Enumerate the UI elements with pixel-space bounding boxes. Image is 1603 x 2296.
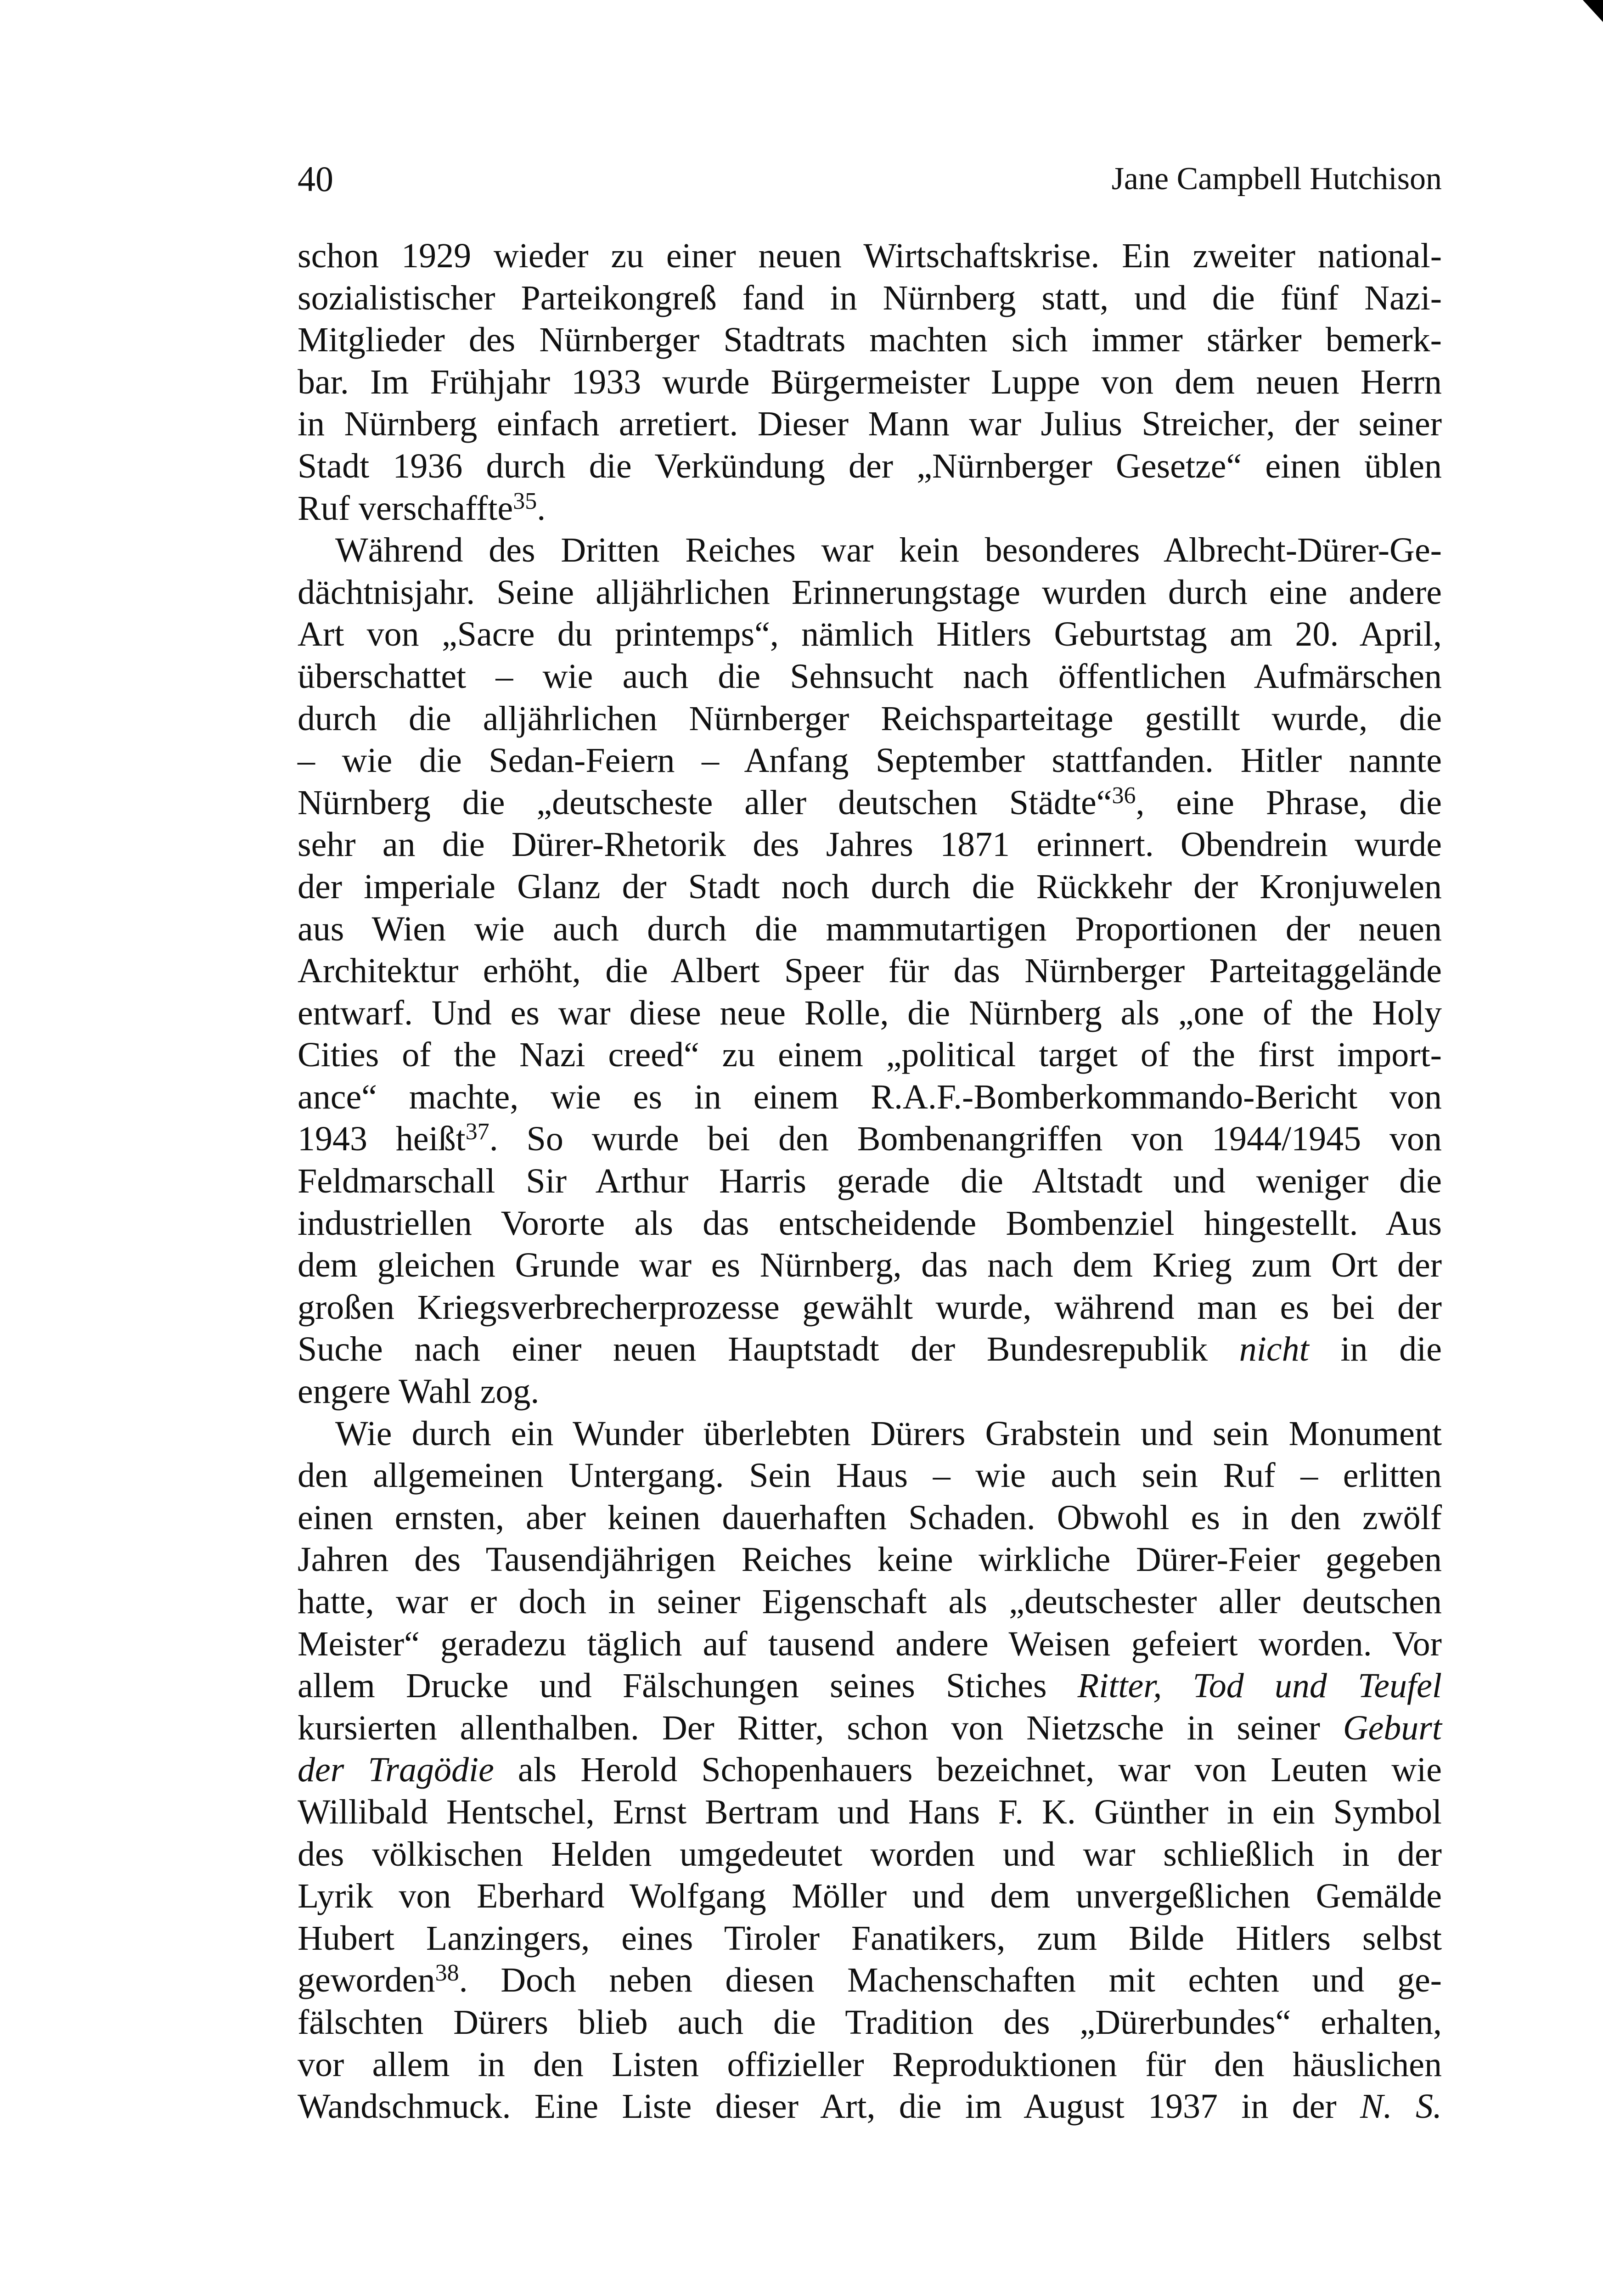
text-line: Lyrik von Eberhard Wolfgang Möller und dem unvergeßlichen Gemälde: [298, 1877, 1442, 1916]
text-line: Suche nach einer neuen Hauptstadt der Bundesrepublik nicht in die: [298, 1330, 1442, 1369]
text-line: Architektur erhöht, die Albert Speer für das Nürnberger Parteitaggelände: [298, 951, 1442, 990]
text-line: Wandschmuck. Eine Liste dieser Art, die im August 1937 in der N. S.: [298, 2087, 1442, 2126]
text-line: des völkischen Helden umgedeutet worden und war schließlich in der: [298, 1835, 1442, 1874]
text-line: fälschten Dürers blieb auch die Tradition des „Dürerbundes“ erhalten,: [298, 2003, 1442, 2042]
scan-edge-mark: [1583, 0, 1603, 22]
text-line: schon 1929 wieder zu einer neuen Wirtschaftskrise. Ein zweiter national-: [298, 236, 1442, 275]
italic-abbreviation: N. S.: [1360, 2087, 1442, 2126]
text-line: den allgemeinen Untergang. Sein Haus – wie auch sein Ruf – erlitten: [298, 1456, 1442, 1495]
text-line: kursierten allenthalben. Der Ritter, schon von Nietzsche in seiner Geburt: [298, 1708, 1442, 1747]
text-line: Cities of the Nazi creed“ zu einem „political target of the first import-: [298, 1035, 1442, 1075]
text-line: in Nürnberg einfach arretiert. Dieser Mann war Julius Streicher, der seiner: [298, 405, 1442, 444]
text-line: Während des Dritten Reiches war kein besonderes Albrecht-Dürer-Ge-: [335, 531, 1442, 570]
text-line: sozialistischer Parteikongreß fand in Nürnberg statt, und die fünf Nazi-: [298, 278, 1442, 317]
text-line: Mitglieder des Nürnberger Stadtrats machten sich immer stärker bemerk-: [298, 321, 1442, 360]
footnote-ref-38: 38: [435, 1960, 459, 1986]
text-line: 1943 heißt$^{37}$. So wurde bei den Bombenangriffen von 1944/1945 von: [298, 1119, 1442, 1159]
text-line: Willibald Hentschel, Ernst Bertram und Hans F. K. Günther in ein Symbol: [298, 1792, 1442, 1831]
italic-work-title: Geburt: [1343, 1708, 1442, 1747]
text-line: industriellen Vororte als das entscheidende Bombenziel hingestellt. Aus: [298, 1204, 1442, 1243]
text-line: einen ernsten, aber keinen dauerhaften Schaden. Obwohl es in den zwölf: [298, 1498, 1442, 1537]
text-line: bar. Im Frühjahr 1933 wurde Bürgermeister Luppe von dem neuen Herrn: [298, 362, 1442, 401]
page-header: [298, 152, 1442, 207]
text-line: Stadt 1936 durch die Verkündung der „Nürnberger Gesetze“ einen üblen: [298, 446, 1442, 485]
text-line: dächtnisjahr. Seine alljährlichen Erinnerungstage wurden durch eine andere: [298, 573, 1442, 612]
text-line: durch die alljährlichen Nürnberger Reichsparteitage gestillt wurde, die: [298, 699, 1442, 738]
text-line: engere Wahl zog.: [298, 1372, 540, 1411]
text-line: Nürnberg die „deutscheste aller deutschen Städte“$^{36}$, eine Phrase, die: [298, 782, 1442, 822]
footnote-ref-35: 35: [513, 488, 537, 514]
text-line: ance“ machte, wie es in einem R.A.F.-Bomberkommando-Bericht von: [298, 1077, 1442, 1116]
italic-emphasis: nicht: [1239, 1330, 1309, 1369]
text-line: dem gleichen Grunde war es Nürnberg, das nach dem Krieg zum Ort der: [298, 1246, 1442, 1285]
text-line: allem Drucke und Fälschungen seines Stiches Ritter, Tod und Teufel: [298, 1666, 1442, 1705]
text-line: Ruf verschaffte$^{35}$.: [298, 488, 546, 528]
text-line: der imperiale Glanz der Stadt noch durch die Rückkehr der Kronjuwelen: [298, 867, 1442, 906]
text-line: sehr an die Dürer-Rhetorik des Jahres 1871 erinnert. Obendrein wurde: [298, 825, 1442, 864]
text-line: überschattet – wie auch die Sehnsucht nach öffentlichen Aufmärschen: [298, 657, 1442, 696]
text-line: Hubert Lanzingers, eines Tiroler Fanatikers, zum Bilde Hitlers selbst: [298, 1919, 1442, 1958]
text-line: Wie durch ein Wunder überlebten Dürers Grabstein und sein Monument: [335, 1414, 1442, 1453]
text-line: hatte, war er doch in seiner Eigenschaft als „deutschester aller deutschen: [298, 1582, 1442, 1621]
text-line: Meister“ geradezu täglich auf tausend andere Weisen gefeiert worden. Vor: [298, 1624, 1442, 1663]
text-line: entwarf. Und es war diese neue Rolle, die Nürnberg als „one of the Holy: [298, 993, 1442, 1032]
page-number: 40: [298, 159, 333, 199]
body-text: [298, 235, 1442, 2128]
text-line: großen Kriegsverbrecherprozesse gewählt wurde, während man es bei der: [298, 1288, 1442, 1327]
italic-work-title: der Tragödie: [298, 1750, 494, 1790]
footnote-ref-36: 36: [1112, 782, 1136, 809]
text-line: geworden$^{38}$. Doch neben diesen Machenschaften mit echten und ge-: [298, 1960, 1442, 2000]
italic-work-title: Ritter, Tod und Teufel: [1077, 1666, 1442, 1705]
text-line: aus Wien wie auch durch die mammutartigen Proportionen der neuen: [298, 909, 1442, 948]
text-line: der Tragödie als Herold Schopenhauers bezeichnet, war von Leuten wie: [298, 1750, 1442, 1790]
text-line: Art von „Sacre du printemps“, nämlich Hitlers Geburtstag am 20. April,: [298, 615, 1442, 654]
text-line: vor allem in den Listen offizieller Reproduktionen für den häuslichen: [298, 2045, 1442, 2084]
footnote-ref-37: 37: [465, 1119, 489, 1145]
text-line: Jahren des Tausendjährigen Reiches keine wirkliche Dürer-Feier gegeben: [298, 1540, 1442, 1579]
text-line: – wie die Sedan-Feiern – Anfang September stattfanden. Hitler nannte: [298, 741, 1442, 780]
text-line: Feldmarschall Sir Arthur Harris gerade die Altstadt und weniger die: [298, 1162, 1442, 1201]
running-head-author: Jane Campbell Hutchison: [1111, 161, 1442, 197]
